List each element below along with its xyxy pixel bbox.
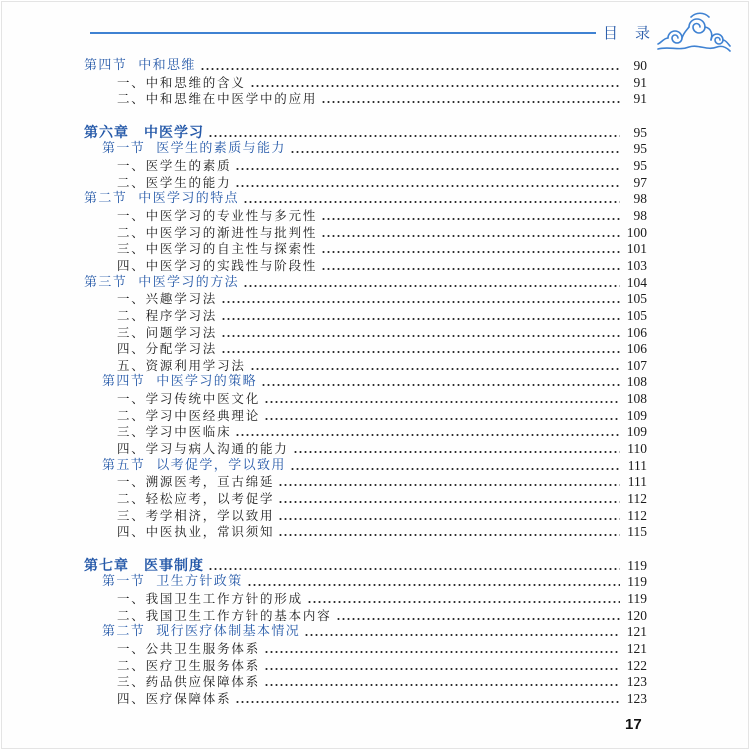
dot-leader <box>321 250 620 254</box>
toc-chapter-row <box>2 124 750 141</box>
dot-leader <box>250 84 620 88</box>
section-label: 第一节 <box>102 141 146 157</box>
page-number: 17 <box>625 716 642 733</box>
dot-leader <box>264 650 620 654</box>
dot-leader <box>243 200 620 204</box>
page-ref: 123 <box>626 690 647 706</box>
dot-leader <box>278 500 620 504</box>
page-ref: 91 <box>633 74 647 90</box>
page-ref: 121 <box>626 640 647 656</box>
chapter-label: 第六章 <box>84 124 129 141</box>
dot-leader <box>261 383 620 387</box>
section-title: 医学生的素质与能力 <box>156 141 286 157</box>
toc-item-row <box>2 491 750 508</box>
item-title: 四、中医执业，常识须知 <box>117 524 275 540</box>
item-title: 三、药品供应保障体系 <box>117 674 261 690</box>
toc-item-row <box>2 507 750 524</box>
toc-item-row <box>2 91 750 108</box>
dot-leader <box>290 150 620 154</box>
toc-item-row <box>2 174 750 191</box>
toc-section-row <box>2 374 750 391</box>
section-label: 第二节 <box>102 624 146 640</box>
page-ref: 95 <box>633 141 647 157</box>
item-title: 一、中医学习的专业性与多元性 <box>117 207 318 223</box>
section-label: 第三节 <box>84 274 128 290</box>
toc-item-row <box>2 341 750 358</box>
dot-leader <box>250 367 620 371</box>
page-ref: 108 <box>626 374 647 390</box>
section-title: 中和思维 <box>138 58 196 74</box>
dot-leader <box>264 417 620 421</box>
item-title: 四、学习与病人沟通的能力 <box>117 441 289 457</box>
dot-leader <box>336 617 620 621</box>
item-title: 四、医疗保障体系 <box>117 690 232 706</box>
dot-leader <box>278 483 620 487</box>
section-label: 第二节 <box>84 191 128 207</box>
item-title: 二、中和思维在中医学中的应用 <box>117 91 318 107</box>
item-title: 一、学习传统中医文化 <box>117 391 261 407</box>
page-ref: 109 <box>626 407 647 423</box>
page-ref: 112 <box>627 491 647 507</box>
item-title: 二、我国卫生工作方针的基本内容 <box>117 607 332 623</box>
section-title: 中医学习的方法 <box>138 274 240 290</box>
page-ref: 90 <box>633 58 647 74</box>
item-title: 二、中医学习的渐进性与批判性 <box>117 224 318 240</box>
table-of-contents <box>2 58 750 708</box>
section-title: 中医学习的策略 <box>156 374 258 390</box>
section-title: 现行医疗体制基本情况 <box>156 624 301 640</box>
dot-leader <box>278 517 620 521</box>
chapter-title: 医事制度 <box>144 557 204 574</box>
page-ref: 111 <box>627 457 647 473</box>
page-ref: 110 <box>627 441 647 457</box>
dot-leader <box>221 350 620 354</box>
dot-leader <box>200 67 620 71</box>
page-ref: 119 <box>627 557 647 573</box>
page-ref: 109 <box>626 424 647 440</box>
toc-item-row <box>2 241 750 258</box>
dot-leader <box>293 450 620 454</box>
page-ref: 112 <box>627 507 647 523</box>
toc-section-row <box>2 457 750 474</box>
page-ref: 98 <box>633 191 647 207</box>
page-ref: 98 <box>633 207 647 223</box>
page-ref: 101 <box>626 241 647 257</box>
dot-leader <box>208 567 620 571</box>
page-ref: 105 <box>626 307 647 323</box>
page-ref: 95 <box>633 124 647 140</box>
page-ref: 95 <box>633 157 647 173</box>
toc-item-row <box>2 74 750 91</box>
toc-item-row <box>2 591 750 608</box>
toc-item-row <box>2 691 750 708</box>
section-title: 以考促学，学以致用 <box>156 457 286 473</box>
page-ref: 104 <box>626 274 647 290</box>
page-ref: 121 <box>626 624 647 640</box>
page-ref: 97 <box>633 174 647 190</box>
toc-item-row <box>2 524 750 541</box>
toc-item-row <box>2 224 750 241</box>
dot-leader <box>243 284 620 288</box>
page-ref: 106 <box>626 324 647 340</box>
item-title: 二、学习中医经典理论 <box>117 407 261 423</box>
page-ref: 119 <box>627 591 647 607</box>
item-title: 一、溯源医考，亘古绵延 <box>117 474 275 490</box>
dot-leader <box>290 467 620 471</box>
toc-item-row <box>2 641 750 658</box>
item-title: 四、中医学习的实践性与阶段性 <box>117 257 318 273</box>
toc-item-row <box>2 208 750 225</box>
chapter-label: 第七章 <box>84 557 129 574</box>
item-title: 五、资源利用学习法 <box>117 357 246 373</box>
section-label: 第四节 <box>84 58 128 74</box>
dot-leader <box>278 533 620 537</box>
dot-leader <box>321 267 620 271</box>
toc-item-row <box>2 291 750 308</box>
item-title: 二、轻松应考，以考促学 <box>117 491 275 507</box>
dot-leader <box>264 400 620 404</box>
item-title: 三、考学相济，学以致用 <box>117 507 275 523</box>
toc-section-row <box>2 191 750 208</box>
page-ref: 108 <box>626 391 647 407</box>
toc-item-row <box>2 424 750 441</box>
page-ref: 91 <box>633 91 647 107</box>
dot-leader <box>235 700 620 704</box>
dot-leader <box>221 334 620 338</box>
toc-item-row <box>2 607 750 624</box>
toc-section-row <box>2 624 750 641</box>
toc-item-row <box>2 308 750 325</box>
dot-leader <box>235 167 620 171</box>
dot-leader <box>321 217 620 221</box>
header-rule <box>90 32 596 34</box>
toc-item-row <box>2 391 750 408</box>
item-title: 四、分配学习法 <box>117 341 218 357</box>
item-title: 一、公共卫生服务体系 <box>117 640 261 656</box>
item-title: 三、学习中医临床 <box>117 424 232 440</box>
section-label: 第一节 <box>102 574 146 590</box>
page-ref: 105 <box>626 291 647 307</box>
toc-item-row <box>2 674 750 691</box>
dot-leader <box>307 600 620 604</box>
toc-item-row <box>2 258 750 275</box>
dot-leader <box>264 683 620 687</box>
toc-item-row <box>2 407 750 424</box>
page-ref: 106 <box>626 341 647 357</box>
section-title: 卫生方针政策 <box>156 574 243 590</box>
item-title: 一、兴趣学习法 <box>117 291 218 307</box>
page-ref: 123 <box>626 674 647 690</box>
toc-item-row <box>2 324 750 341</box>
toc-section-row <box>2 141 750 158</box>
toc-item-row <box>2 158 750 175</box>
page-ref: 107 <box>626 357 647 373</box>
dot-leader <box>321 234 620 238</box>
item-title: 一、中和思维的含义 <box>117 74 246 90</box>
toc-section-row <box>2 58 750 75</box>
page-ref: 111 <box>627 474 647 490</box>
toc-section-row <box>2 574 750 591</box>
item-title: 三、问题学习法 <box>117 324 218 340</box>
dot-leader <box>235 184 620 188</box>
toc-item-row <box>2 474 750 491</box>
page-ref: 120 <box>626 607 647 623</box>
dot-leader <box>221 317 620 321</box>
section-title: 中医学习的特点 <box>138 191 240 207</box>
item-title: 三、中医学习的自主性与探索性 <box>117 241 318 257</box>
section-label: 第四节 <box>102 374 146 390</box>
toc-item-row <box>2 657 750 674</box>
page-ref: 122 <box>626 657 647 673</box>
item-title: 一、我国卫生工作方针的形成 <box>117 591 303 607</box>
dot-leader <box>221 300 620 304</box>
auspicious-cloud-icon <box>657 10 731 56</box>
page-ref: 115 <box>627 524 647 540</box>
dot-leader <box>247 583 620 587</box>
dot-leader <box>208 134 620 138</box>
dot-leader <box>235 433 620 437</box>
toc-chapter-row <box>2 557 750 574</box>
section-label: 第五节 <box>102 457 146 473</box>
book-page <box>1 1 749 749</box>
dot-leader <box>264 667 620 671</box>
item-title: 二、程序学习法 <box>117 307 218 323</box>
page-ref: 103 <box>626 257 647 273</box>
dot-leader <box>304 633 620 637</box>
page-title: 目录 <box>603 24 668 42</box>
dot-leader <box>321 100 620 104</box>
toc-item-row <box>2 358 750 375</box>
toc-item-row <box>2 441 750 458</box>
item-title: 二、医学生的能力 <box>117 174 232 190</box>
page-ref: 100 <box>626 224 647 240</box>
page-ref: 119 <box>627 574 647 590</box>
toc-section-row <box>2 274 750 291</box>
chapter-title: 中医学习 <box>144 124 204 141</box>
item-title: 一、医学生的素质 <box>117 157 232 173</box>
item-title: 二、医疗卫生服务体系 <box>117 657 261 673</box>
